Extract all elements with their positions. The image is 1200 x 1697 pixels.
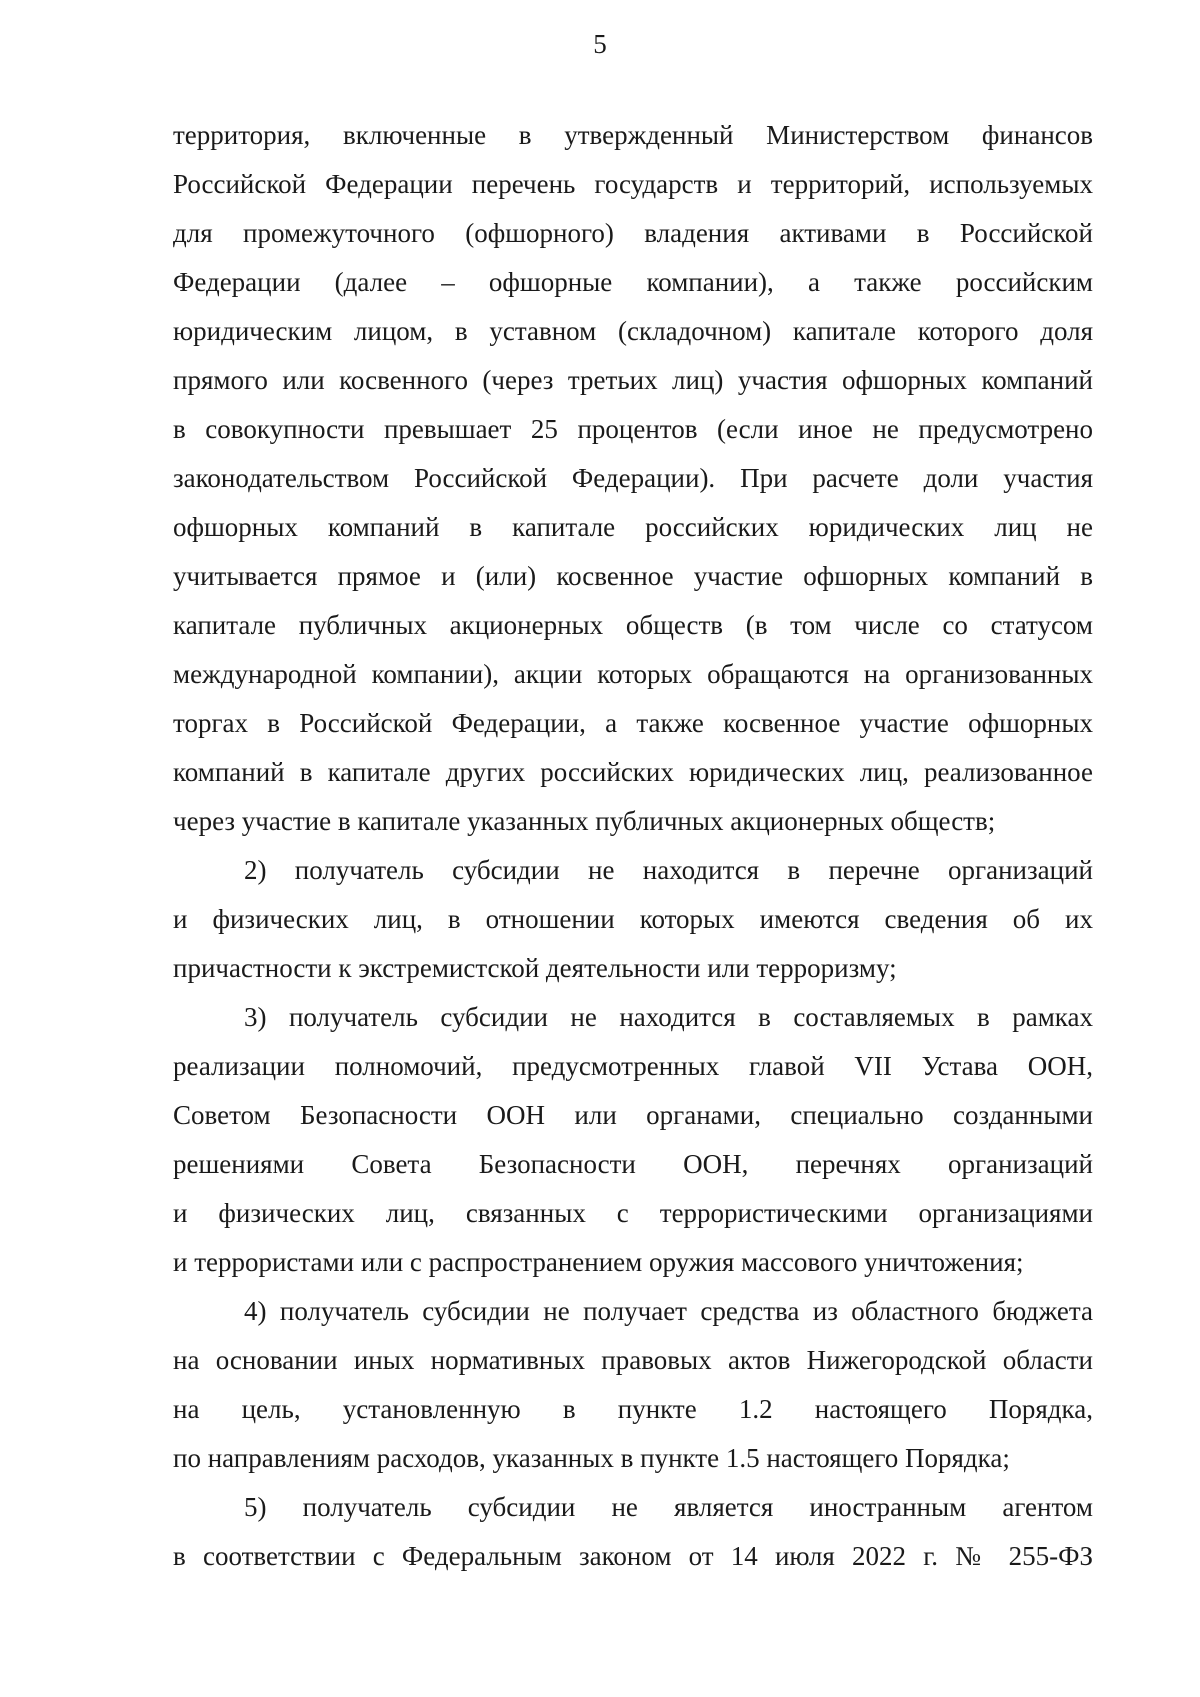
text-line: и террористами или с распространением оружия массового уничтожения; (173, 1247, 1024, 1277)
text-line: на основании иных нормативных правовых актов Нижегородской области (173, 1345, 1093, 1375)
document-body (173, 111, 1093, 1581)
text-line: 4) получатель субсидии не получает средства из областного бюджета (244, 1296, 1093, 1326)
text-line: 3) получатель субсидии не находится в составляемых в рамках (244, 1002, 1093, 1032)
text-line: для промежуточного (офшорного) владения активами в Российской (173, 218, 1093, 248)
text-line: на цель, установленную в пункте 1.2 настоящего Порядка, (173, 1394, 1093, 1424)
text-line: через участие в капитале указанных публичных акционерных обществ; (173, 806, 996, 836)
text-line: решениями Совета Безопасности ООН, перечнях организаций (173, 1149, 1093, 1179)
text-line: капитале публичных акционерных обществ (в том числе со статусом (173, 610, 1093, 640)
text-line: торгах в Российской Федерации, а также косвенное участие офшорных (173, 708, 1093, 738)
text-line: по направлениям расходов, указанных в пункте 1.5 настоящего Порядка; (173, 1443, 1010, 1473)
paragraph (173, 1287, 1093, 1483)
text-line: международной компании), акции которых обращаются на организованных (173, 659, 1093, 689)
text-line: 2) получатель субсидии не находится в перечне организаций (244, 855, 1093, 885)
page-number: 5 (593, 29, 607, 59)
text-line: компаний в капитале других российских юридических лиц, реализованное (173, 757, 1093, 787)
paragraph (173, 993, 1093, 1287)
text-line: офшорных компаний в капитале российских юридических лиц не (173, 512, 1093, 542)
text-line: юридическим лицом, в уставном (складочном) капитале которого доля (173, 316, 1093, 346)
text-line: Федерации (далее – офшорные компании), а также российским (173, 267, 1093, 297)
text-line: и физических лиц, связанных с террористическими организациями (173, 1198, 1093, 1228)
text-line: Российской Федерации перечень государств и территорий, используемых (173, 169, 1093, 199)
text-line: в соответствии с Федеральным законом от 14 июля 2022 г. № 255-ФЗ (173, 1541, 1093, 1571)
paragraph (173, 846, 1093, 993)
text-line: прямого или косвенного (через третьих лиц) участия офшорных компаний (173, 365, 1093, 395)
text-line: законодательством Российской Федерации). При расчете доли участия (173, 463, 1093, 493)
text-line: Советом Безопасности ООН или органами, специально созданными (173, 1100, 1093, 1130)
text-line: учитывается прямое и (или) косвенное участие офшорных компаний в (173, 561, 1093, 591)
text-line: 5) получатель субсидии не является иностранным агентом (244, 1492, 1093, 1522)
text-line: и физических лиц, в отношении которых имеются сведения об их (173, 904, 1093, 934)
paragraph (173, 111, 1093, 846)
text-line: территория, включенные в утвержденный Министерством финансов (173, 120, 1093, 150)
text-line: в совокупности превышает 25 процентов (если иное не предусмотрено (173, 414, 1093, 444)
paragraph (173, 1483, 1093, 1581)
text-line: причастности к экстремистской деятельности или терроризму; (173, 953, 897, 983)
text-line: реализации полномочий, предусмотренных главой VII Устава ООН, (173, 1051, 1093, 1081)
